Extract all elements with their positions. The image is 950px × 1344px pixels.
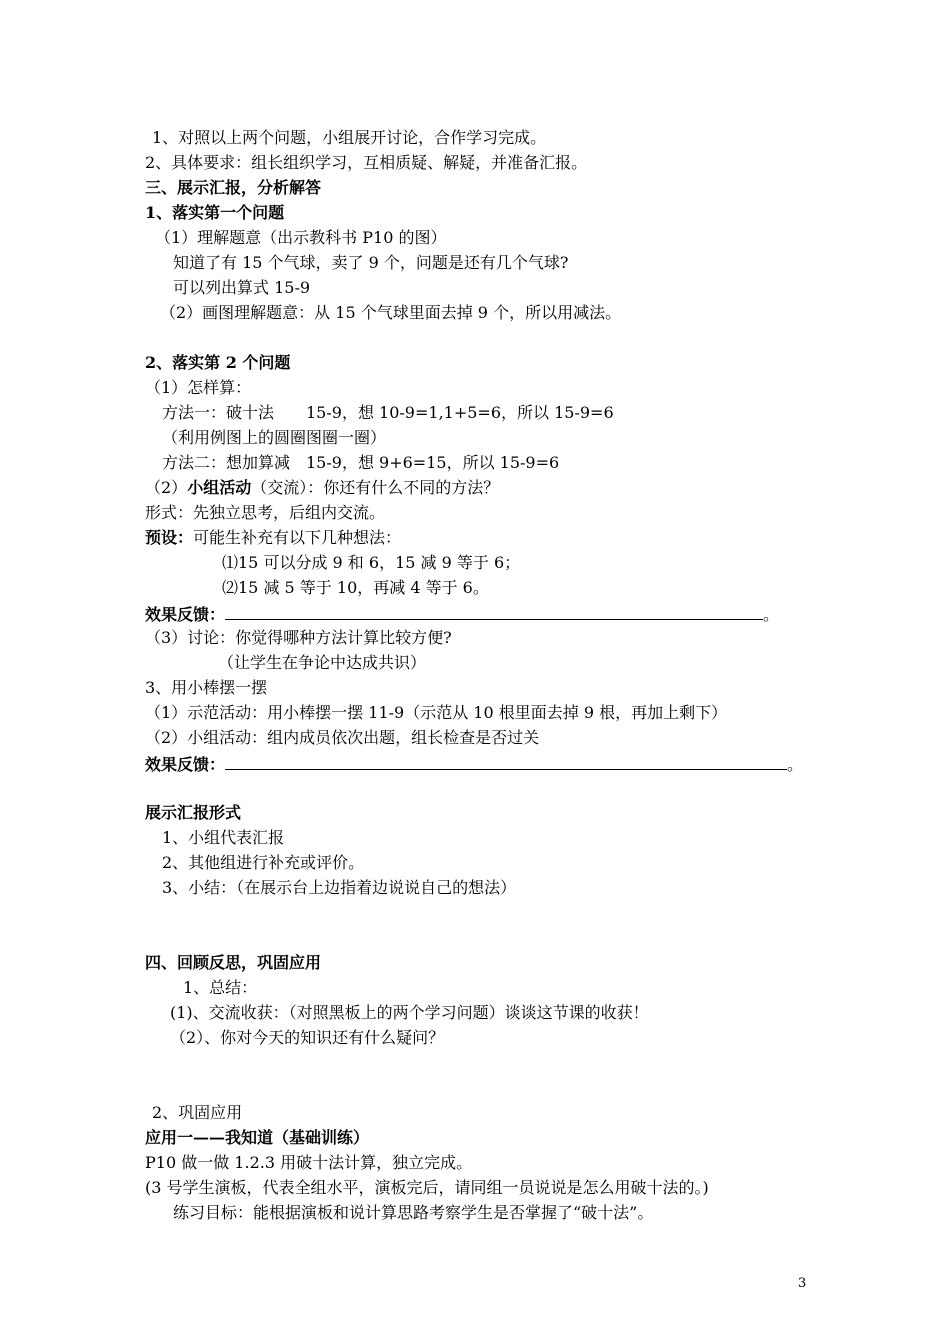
feedback-blank	[225, 753, 787, 770]
subsection-heading: 2、落实第 2 个问题	[145, 353, 291, 372]
subsection-heading: 应用一——我知道（基础训练）	[145, 1128, 370, 1147]
text-line: （1）理解题意（出示教科书 P10 的图）	[155, 228, 447, 247]
feedback-label: 效果反馈：	[145, 605, 226, 624]
text-line: (3 号学生演板，代表全组水平，演板完后，请同组一员说说是怎么用破十法的。)	[145, 1178, 709, 1197]
text-line: 1、对照以上两个问题，小组展开讨论，合作学习完成。	[152, 128, 547, 147]
text-line: 1、小组代表汇报	[162, 828, 285, 847]
subsection-heading: 展示汇报形式	[145, 803, 242, 822]
subsection-heading: 1、落实第一个问题	[145, 203, 285, 222]
text-line: （3）讨论：你觉得哪种方法计算比较方便?	[145, 628, 452, 647]
preset-text: 可能生补充有以下几种想法：	[193, 528, 402, 547]
text-line: 3、用小棒摆一摆	[145, 678, 268, 697]
text-line: 1、总结：	[183, 978, 258, 997]
text-line: ⑴15 可以分成 9 和 6，15 减 9 等于 6；	[222, 553, 521, 572]
text-line: （让学生在争论中达成共识）	[218, 653, 427, 672]
page-number: 3	[798, 1276, 807, 1291]
section-heading: 四、回顾反思，巩固应用	[145, 953, 322, 972]
text-line: （1）示范活动：用小棒摆一摆 11-9（示范从 10 根里面去掉 9 根，再加上剩下）	[145, 703, 728, 722]
text-line: （2）画图理解题意：从 15 个气球里面去掉 9 个，所以用减法。	[160, 303, 622, 322]
text-line: ⑵15 减 5 等于 10，再减 4 等于 6。	[222, 578, 489, 597]
feedback-line	[145, 603, 779, 625]
text-line: （2）小组活动：组内成员依次出题，组长检查是否过关	[145, 728, 540, 747]
text-line: P10 做一做 1.2.3 用破十法计算，独立完成。	[145, 1153, 473, 1172]
text-line: （1）怎样算：	[145, 378, 252, 397]
text-line	[145, 478, 499, 498]
feedback-label: 效果反馈：	[145, 755, 226, 774]
text-line: 知道了有 15 个气球，卖了 9 个，问题是还有几个气球?	[173, 253, 569, 272]
text-line: (1)、交流收获：（对照黑板上的两个学习问题）谈谈这节课的收获！	[170, 1003, 649, 1022]
text-line: 可以列出算式 15-9	[173, 278, 311, 297]
text-line: 2、巩固应用	[152, 1103, 243, 1122]
text-line: 练习目标：能根据演板和说计算思路考察学生是否掌握了“破十法”。	[173, 1203, 654, 1222]
group-activity-text: （交流）：你还有什么不同的方法？	[251, 478, 500, 497]
text-line: 形式：先独立思考，后组内交流。	[145, 503, 386, 522]
group-activity-label: 小组活动	[187, 478, 252, 497]
text-line: （2）、你对今天的知识还有什么疑问？	[170, 1028, 445, 1047]
group-activity-prefix: （2）	[145, 478, 188, 497]
feedback-line	[145, 753, 803, 775]
text-line: 2、具体要求：组长组织学习，互相质疑、解疑，并准备汇报。	[145, 153, 588, 172]
feedback-end: 。	[763, 605, 780, 624]
feedback-blank	[225, 603, 763, 620]
text-line	[145, 528, 401, 548]
text-line: 方法二：想加算减 15-9，想 9+6=15，所以 15-9=6	[162, 453, 560, 472]
text-line: （利用例图上的圆圈图圈一圈）	[162, 428, 387, 447]
section-heading: 三、展示汇报，分析解答	[145, 178, 322, 197]
text-line: 方法一：破十法 15-9，想 10-9=1,1+5=6，所以 15-9=6	[162, 403, 614, 422]
text-line: 2、其他组进行补充或评价。	[162, 853, 365, 872]
feedback-end: 。	[787, 755, 804, 774]
text-line: 3、小结：（在展示台上边指着边说说自己的想法）	[162, 878, 517, 897]
preset-label: 预设：	[145, 528, 194, 547]
